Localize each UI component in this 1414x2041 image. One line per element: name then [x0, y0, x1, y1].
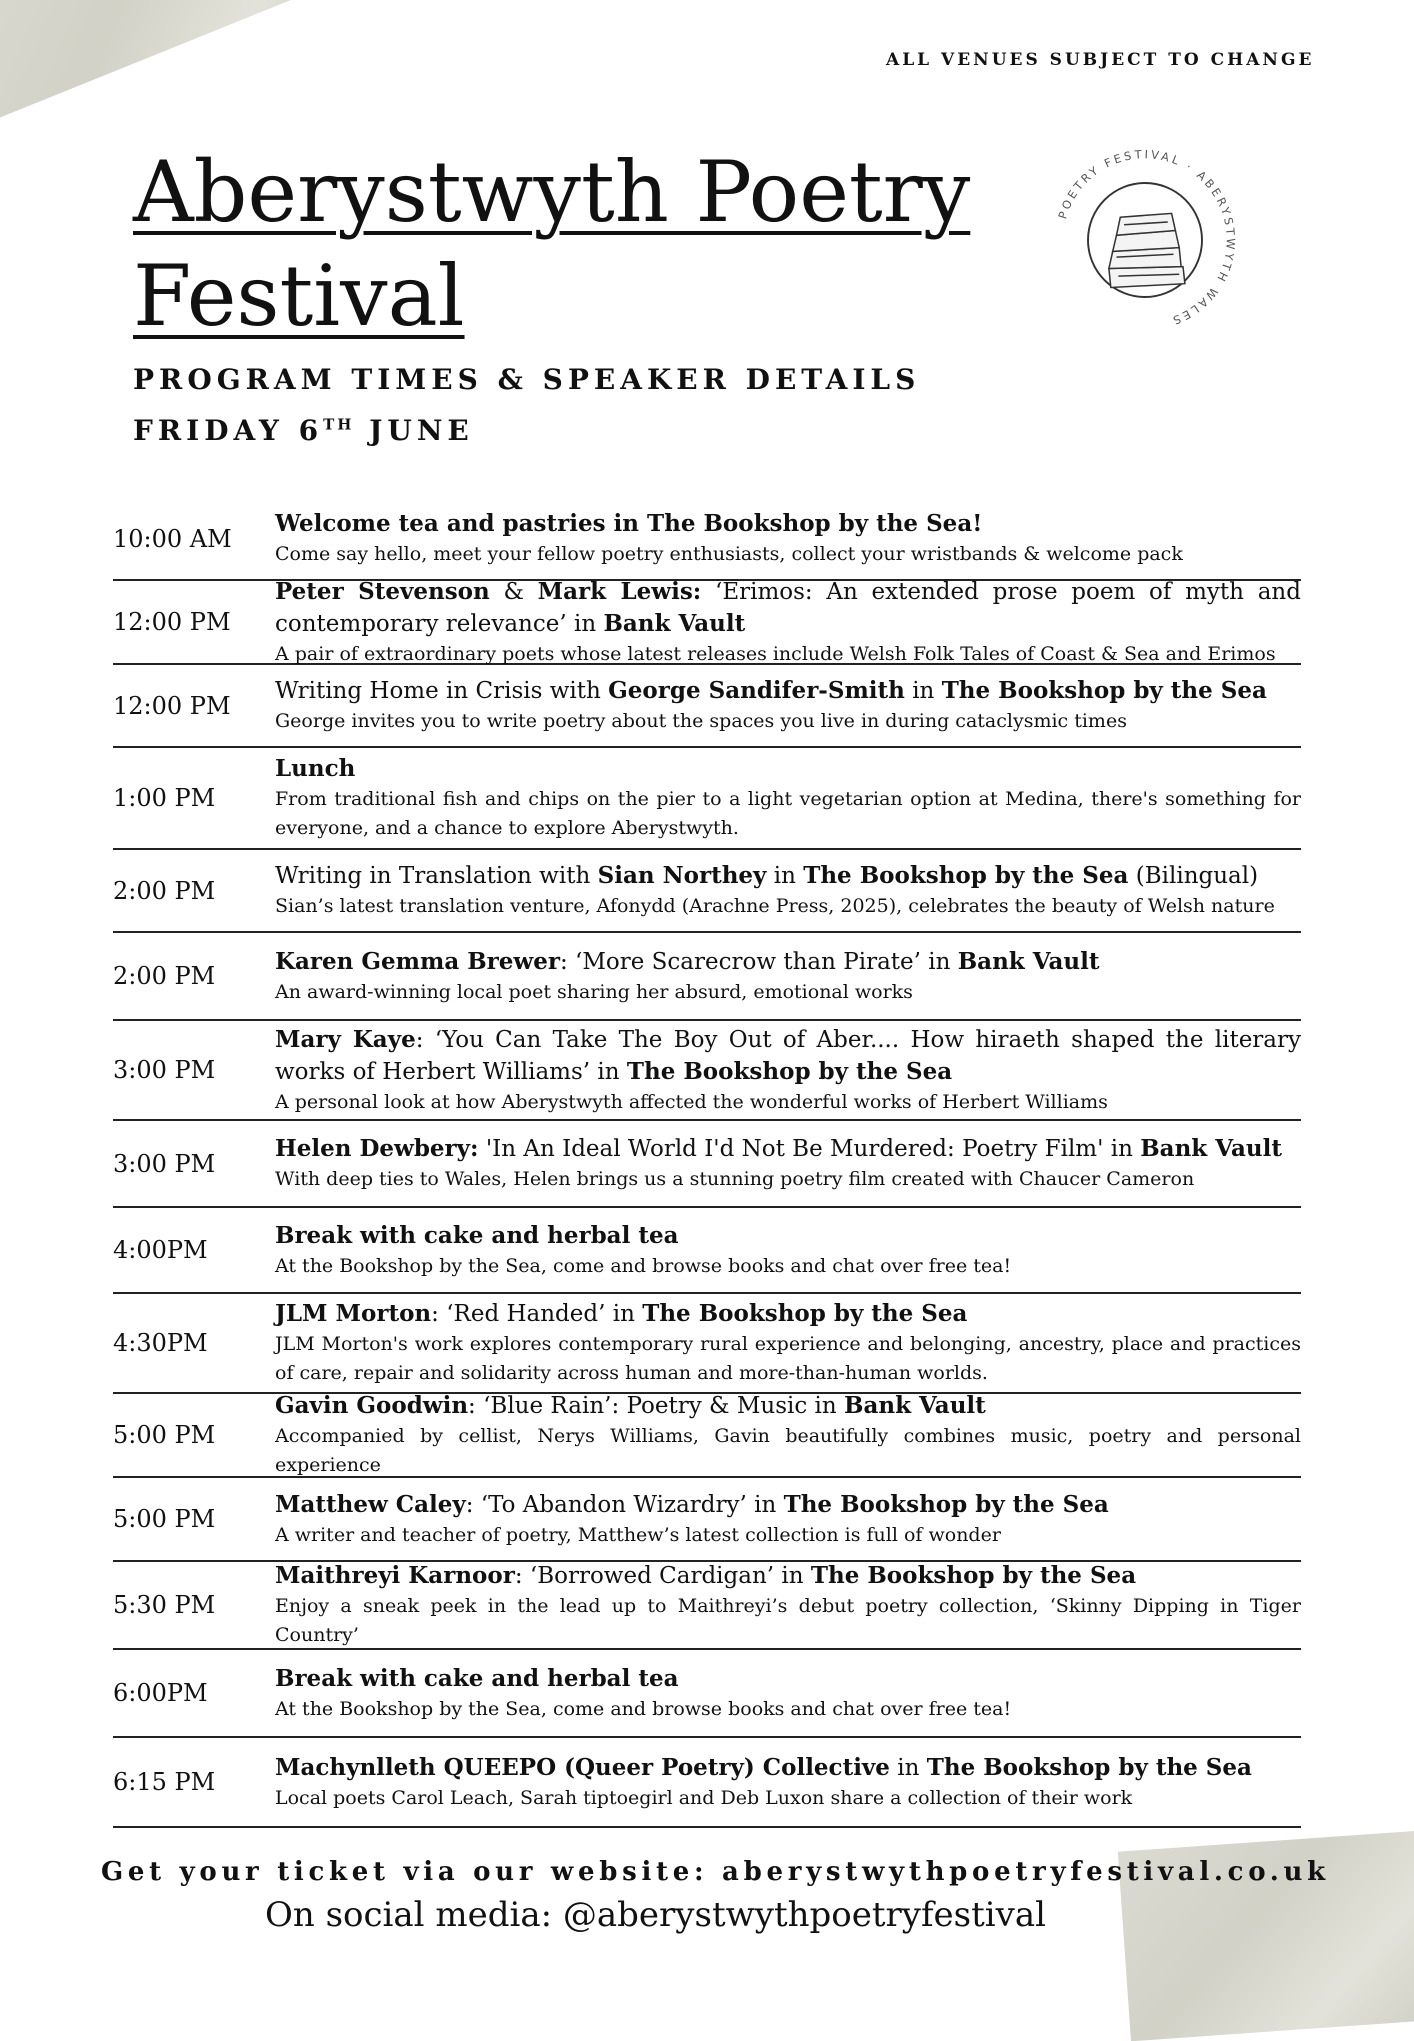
schedule-details: [275, 1657, 1301, 1730]
schedule-time: 4:30PM: [113, 1329, 208, 1357]
session-title-bold: Break with cake and herbal tea: [275, 1221, 679, 1249]
schedule-details: [275, 1483, 1301, 1556]
schedule-time: 3:00 PM: [113, 1149, 216, 1178]
session-description: Local poets Carol Leach, Sarah tiptoegirl and Deb Luxon share a collection of their work: [275, 1786, 1133, 1809]
session-title-text: : ‘Borrowed Cardigan’ in: [514, 1563, 811, 1589]
session-title-bold: Sian Northey: [597, 862, 767, 889]
session-title-bold: Machynlleth QUEEPO (Queer Poetry) Collective: [275, 1753, 890, 1781]
schedule-details: [275, 1554, 1301, 1656]
session-description: Accompanied by cellist, Nerys Williams, Gavin beautifully combines music, poetry and personal experience: [275, 1425, 1301, 1476]
session-title-bold: The Bookshop by the Sea: [810, 1562, 1137, 1589]
session-title-bold: George Sandifer-Smith: [608, 677, 905, 704]
schedule-time: 12:00 PM: [113, 608, 231, 636]
session-description: From traditional fish and chips on the pier to a light vegetarian option at Medina, there's something for everyone, and a chance to explore Aberystwyth.: [275, 788, 1301, 839]
session-description: Sian’s latest translation venture, Afonydd (Arachne Press, 2025), celebrates the beauty of Welsh nature: [275, 895, 1275, 917]
session-title-text: in: [904, 678, 942, 704]
schedule-row: [113, 577, 1301, 665]
session-title-bold: The Bookshop by the Sea: [926, 1753, 1252, 1781]
schedule-row: [113, 1738, 1301, 1828]
ticket-info: Get your ticket via our website: aberystwythpoetryfestival.co.uk: [101, 1857, 1330, 1887]
schedule-details: [275, 502, 1301, 575]
schedule-time: 2:00 PM: [113, 962, 216, 990]
venue-notice: ALL VENUES SUBJECT TO CHANGE: [886, 50, 1315, 70]
schedule-time: 6:00PM: [113, 1679, 208, 1707]
session-title: [275, 946, 1301, 978]
session-title-bold: Karen Gemma Brewer: [275, 947, 560, 975]
session-description: At the Bookshop by the Sea, come and browse books and chat over free tea!: [275, 1254, 1012, 1277]
session-title: [275, 576, 1301, 640]
session-title: [275, 675, 1301, 707]
session-description: At the Bookshop by the Sea, come and browse books and chat over free tea!: [275, 1697, 1012, 1720]
session-title-bold: Bank Vault: [844, 1392, 986, 1419]
session-title: [275, 1752, 1301, 1784]
schedule-details: [275, 1292, 1301, 1394]
session-title-text: Writing Home in Crisis with: [275, 678, 609, 704]
session-title-bold: The Bookshop by the Sea: [783, 1490, 1109, 1518]
session-title: [275, 1560, 1301, 1592]
date-prefix: FRIDAY 6: [133, 414, 324, 447]
session-title: [275, 1489, 1301, 1521]
page-subtitle: PROGRAM TIMES & SPEAKER DETAILS: [133, 363, 921, 396]
session-description: With deep ties to Wales, Helen brings us a stunning poetry film created with Chaucer Cameron: [275, 1168, 1195, 1190]
session-description: Enjoy a sneak peek in the lead up to Maithreyi’s debut poetry collection, ‘Skinny Dipping in Tiger Country’: [275, 1595, 1301, 1646]
session-title: [275, 860, 1301, 892]
session-description: A pair of extraordinary poets whose latest releases include Welsh Folk Tales of Coast & Sea and Erimos: [275, 642, 1276, 665]
session-title-bold: Mary Kaye: [275, 1025, 416, 1053]
session-description: Come say hello, meet your fellow poetry enthusiasts, collect your wristbands & welcome pack: [275, 543, 1183, 565]
session-title-text: &: [489, 578, 538, 605]
session-title-bold: Lunch: [275, 755, 356, 782]
session-title: [275, 1663, 1301, 1695]
schedule-details: [275, 1214, 1301, 1287]
schedule-row: [113, 1478, 1301, 1562]
schedule-time: 2:00 PM: [113, 876, 216, 905]
session-title: [275, 508, 1301, 540]
date-suffix: JUNE: [354, 414, 474, 447]
schedule-details: [275, 570, 1301, 675]
schedule-table: [113, 498, 1301, 1828]
session-description: An award-winning local poet sharing her absurd, emotional works: [275, 980, 913, 1003]
schedule-row: [113, 850, 1301, 933]
schedule-details: [275, 1746, 1301, 1819]
session-title: [275, 753, 1301, 785]
date-ordinal: TH: [323, 415, 355, 434]
session-title-bold: The Bookshop by the Sea: [642, 1300, 968, 1327]
session-title-bold: Welcome tea and pastries in The Bookshop by the Sea!: [275, 510, 983, 537]
schedule-row: [113, 1208, 1301, 1294]
session-title-text: in: [889, 1754, 927, 1781]
schedule-time: 10:00 AM: [113, 524, 232, 553]
schedule-time: 5:00 PM: [113, 1505, 216, 1533]
session-title-text: Writing in Translation with: [275, 863, 598, 889]
schedule-row: [113, 1394, 1301, 1478]
session-description: A writer and teacher of poetry, Matthew’s latest collection is full of wonder: [275, 1523, 1001, 1546]
session-title-bold: Break with cake and herbal tea: [275, 1664, 679, 1692]
session-title: [275, 1024, 1301, 1088]
session-title: [275, 1133, 1301, 1165]
schedule-row: [113, 1294, 1301, 1394]
session-description: A personal look at how Aberystwyth affected the wonderful works of Herbert Williams: [275, 1090, 1108, 1113]
session-title-bold: The Bookshop by the Sea: [941, 677, 1267, 704]
session-title-text: : ‘Red Handed’ in: [431, 1301, 643, 1327]
schedule-row: [113, 1021, 1301, 1121]
session-title-bold: JLM Morton: [275, 1300, 432, 1327]
session-title-bold: Mark Lewis:: [537, 577, 702, 605]
session-title-bold: Maithreyi Karnoor: [275, 1562, 515, 1589]
schedule-time: 6:15 PM: [113, 1768, 216, 1796]
schedule-details: [275, 747, 1301, 849]
session-title-text: : ‘Blue Rain’: Poetry & Music in: [468, 1393, 845, 1419]
schedule-details: [275, 854, 1301, 927]
session-description: JLM Morton's work explores contemporary rural experience and belonging, ancestry, place and practices of care, repair and solidarity across human and more-than-human worlds.: [275, 1333, 1301, 1384]
schedule-row: [113, 1562, 1301, 1650]
decorative-tape-top-left: [0, 0, 423, 119]
schedule-row: [113, 933, 1301, 1021]
schedule-details: [275, 1384, 1301, 1486]
schedule-details: [275, 940, 1301, 1013]
session-title-text: : ‘More Scarecrow than Pirate’ in: [559, 948, 958, 975]
session-title-bold: Peter Stevenson: [275, 577, 490, 605]
schedule-time: 12:00 PM: [113, 691, 231, 720]
session-title-bold: The Bookshop by the Sea: [626, 1057, 953, 1085]
page-title: [133, 140, 970, 348]
session-title-text: ‘Erimos: An extended prose poem of myth and contemporary relevance’ in: [275, 578, 1301, 637]
schedule-row: [113, 665, 1301, 748]
festival-logo-seal: [1050, 145, 1240, 335]
book-stack-icon: [1109, 213, 1185, 287]
schedule-details: [275, 1018, 1301, 1123]
session-title-text: in: [766, 863, 804, 889]
schedule-time: 5:30 PM: [113, 1591, 216, 1619]
session-title: [275, 1220, 1301, 1252]
title-line-2: Festival: [133, 247, 465, 345]
session-description: George invites you to write poetry about the spaces you live in during cataclysmic times: [275, 710, 1127, 732]
session-title-bold: Helen Dewbery:: [275, 1135, 479, 1162]
schedule-row: [113, 748, 1301, 850]
session-title: [275, 1298, 1301, 1330]
session-title-bold: Bank Vault: [957, 947, 1100, 975]
session-title-text: : ‘To Abandon Wizardry’ in: [465, 1491, 784, 1518]
event-date: [133, 414, 474, 447]
social-media: On social media: @aberystwythpoetryfestival: [265, 1895, 1047, 1935]
session-title-text: : ‘You Can Take The Boy Out of Aber.... How hiraeth shaped the literary works of Herbert Williams’ in: [275, 1026, 1301, 1085]
session-title-bold: Matthew Caley: [275, 1490, 466, 1518]
logo-ring-path: POETRY FESTIVAL · ABERYSTWYTH WALES: [1055, 147, 1238, 329]
schedule-time: 3:00 PM: [113, 1056, 216, 1084]
schedule-time: 4:00PM: [113, 1236, 208, 1264]
session-title-bold: Gavin Goodwin: [275, 1392, 469, 1419]
session-title-bold: The Bookshop by the Sea: [803, 862, 1129, 889]
schedule-time: 5:00 PM: [113, 1421, 216, 1449]
session-title-text: (Bilingual): [1128, 863, 1259, 889]
session-title: [275, 1390, 1301, 1422]
session-title-text: 'In An Ideal World I'd Not Be Murdered: Poetry Film' in: [478, 1136, 1141, 1162]
schedule-row: [113, 1121, 1301, 1208]
title-line-1: Aberystwyth Poetry: [133, 143, 971, 241]
schedule-time: 1:00 PM: [113, 784, 216, 812]
session-title-bold: Bank Vault: [603, 609, 746, 637]
schedule-row: [113, 1650, 1301, 1738]
schedule-details: [275, 669, 1301, 742]
session-title-bold: Bank Vault: [1140, 1135, 1282, 1162]
schedule-details: [275, 1127, 1301, 1200]
